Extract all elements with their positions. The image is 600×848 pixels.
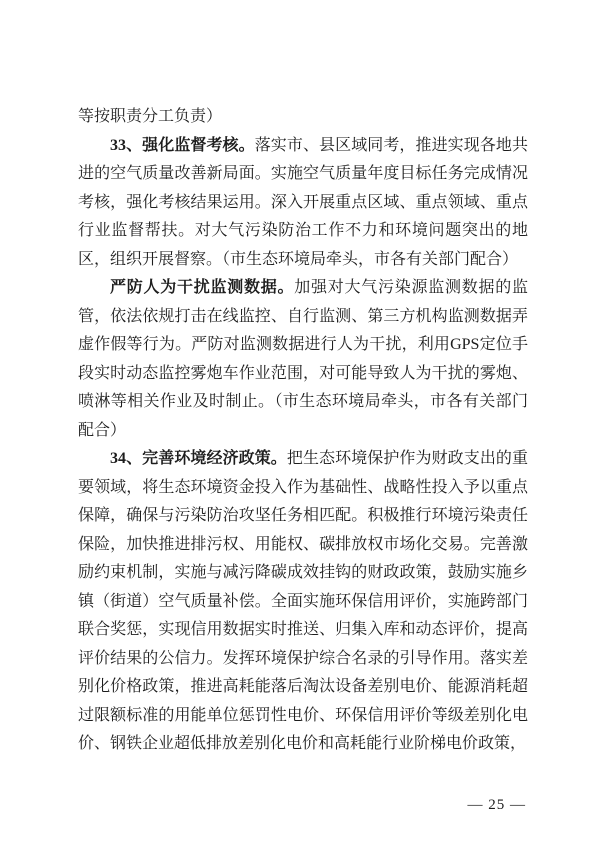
- paragraph-monitoring-attribution: （市生态环境局牵头，市各有关部门配合）: [78, 393, 528, 439]
- paragraph-34: [78, 445, 528, 759]
- paragraph-continuation-line: 等按职责分工负责）: [78, 108, 223, 125]
- paragraph-33-attribution: （市生态环境局牵头，市各有关部门配合）: [222, 250, 519, 268]
- paragraph-monitoring-lead: 严防人为干扰监测数据。: [110, 279, 295, 296]
- paragraph-33: [78, 132, 528, 275]
- paragraph-34-body: 把生态环境保护作为财政支出的重要领域，将生态环境资金投入作为基础性、战略性投入予以重点保障，确保与污染防治攻坚任务相匹配。积极推行环境污染责任保险，加快推进排污权、用能权、碳排放权市场化交易。完善激励约束机制，实施与减污降碳成效挂钩的财政政策，鼓励实施乡镇（街道）空气质量补偿。全面实施环保信用评价，实施跨部门联合奖惩，实现信用数据实时推送、归集入库和动态评价，提高评价结果的公信力。发挥环境保护综合名录的引导作用。落实差别化价格政策，推进高耗能落后淘汰设备差别电价、能源消耗超过限额标准的用能单位惩罚性电价、环保信用评价等级差别化电价、钢铁企业超低排放差别化电价和高耗能行业阶梯电价政策，: [78, 450, 528, 752]
- paragraph-monitoring: [78, 274, 528, 445]
- paragraph-33-body: 落实市、县区域同考，推进实现各地共进的空气质量改善新局面。实施空气质量年度目标任务完成情况考核，强化考核结果运用。深入开展重点区域、重点领域、重点行业监督帮扶。对大气污染防治工作不力和环境问题突出的地区，组织开展督察。: [78, 136, 528, 268]
- paragraph-33-lead: 33、强化监督考核。: [110, 136, 255, 154]
- paragraph-monitoring-body: 加强对大气污染源监测数据的监管，依法依规打击在线监控、自行监测、第三方机构监测数据弄虚作假等行为。严防对监测数据进行人为干扰，利用GPS定位手段实时动态监控雾炮车作业范围，对可能导致人为干扰的雾炮、喷淋等相关作业及时制止。: [78, 279, 528, 410]
- page-number: — 25 —: [467, 796, 526, 813]
- paragraph-34-lead: 34、完善环境经济政策。: [110, 450, 287, 467]
